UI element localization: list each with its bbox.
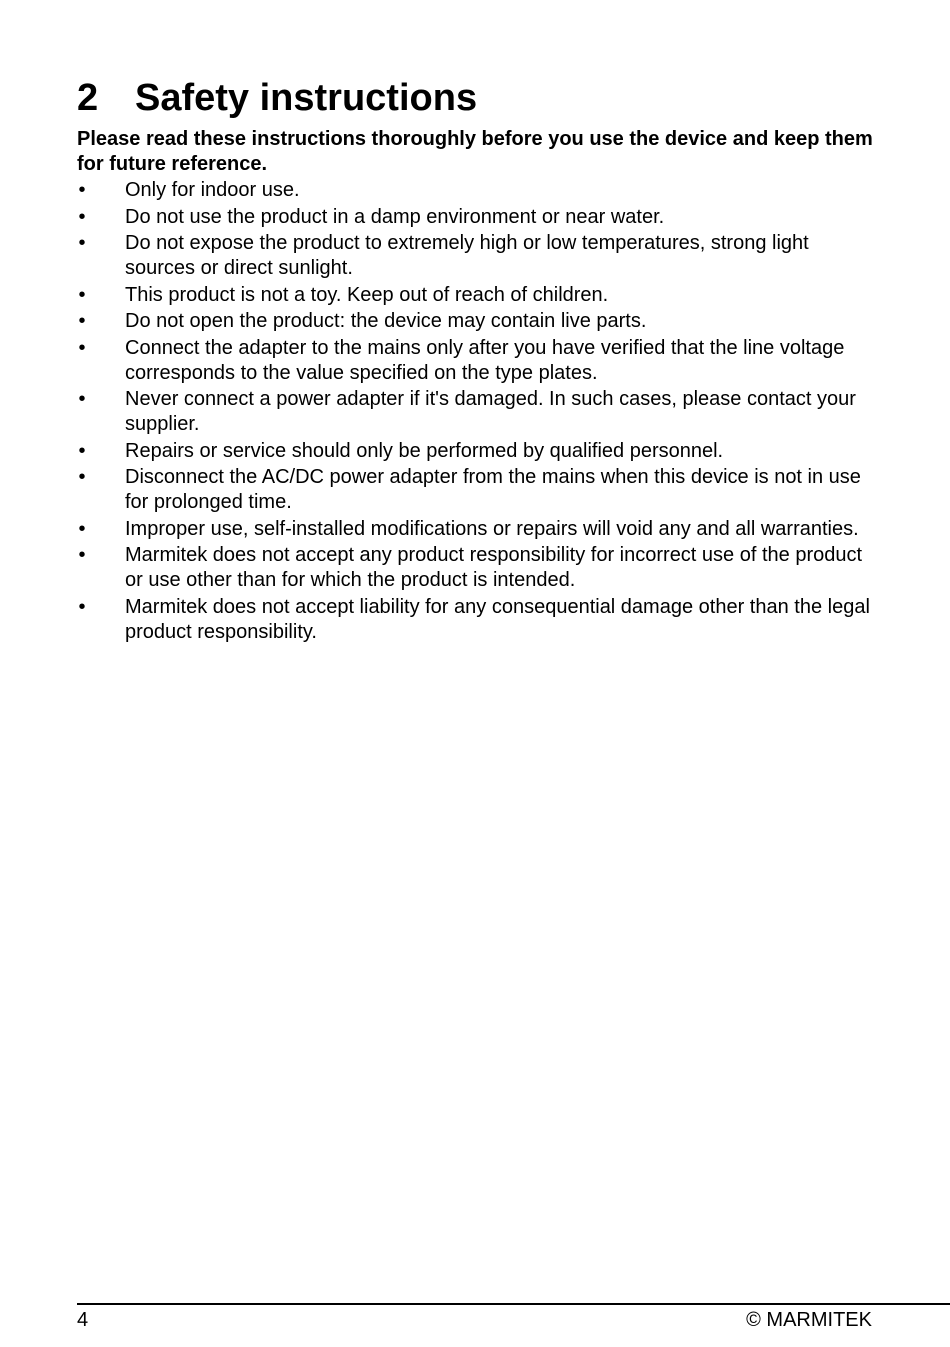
safety-list (77, 178, 877, 646)
footer-divider (77, 1303, 950, 1305)
list-item-text: Do not open the product: the device may contain live parts. (125, 310, 647, 332)
bullet-icon: • (78, 336, 86, 359)
bullet-icon: • (78, 232, 86, 254)
list-item (77, 205, 877, 230)
list-item-text: Disconnect the AC/DC power adapter from the mains when this device is not in use for prolonged time. (125, 466, 861, 513)
intro-paragraph: Please read these instructions thoroughly before you use the device and keep them for future reference. (77, 128, 873, 175)
list-item-text: Connect the adapter to the mains only after you have verified that the line voltage corresponds to the value specified on the type plates. (125, 336, 845, 384)
list-item (77, 309, 877, 334)
list-item (77, 595, 877, 645)
list-item (77, 517, 877, 542)
list-item-text: Do not use the product in a damp environment or near water. (125, 205, 665, 228)
list-item-text: Do not expose the product to extremely high or low temperatures, strong light sources or direct sunlight. (125, 232, 809, 279)
page-number: 4 (77, 1309, 89, 1331)
bullet-icon: • (78, 179, 86, 201)
bullet-icon: • (78, 517, 86, 540)
list-item (77, 543, 877, 593)
bullet-icon: • (78, 595, 86, 618)
list-item (77, 231, 877, 281)
section-title: Safety instructions (135, 77, 478, 119)
page-title (77, 74, 477, 122)
bullet-icon: • (78, 283, 86, 306)
list-item (77, 283, 877, 308)
bullet-icon: • (78, 439, 86, 462)
list-item (77, 465, 877, 515)
list-item (77, 336, 877, 386)
list-item-text: Repairs or service should only be performed by qualified personnel. (125, 439, 724, 462)
list-item-text: Marmitek does not accept liability for any consequential damage other than the legal product responsibility. (125, 595, 870, 643)
list-item (77, 439, 877, 464)
list-item (77, 387, 877, 437)
bullet-icon: • (78, 544, 86, 566)
list-item-text: Only for indoor use. (125, 179, 300, 201)
bullet-icon: • (78, 205, 86, 228)
list-item (77, 178, 877, 203)
bullet-icon: • (78, 388, 86, 410)
section-number: 2 (77, 77, 99, 119)
list-item-text: This product is not a toy. Keep out of reach of children. (125, 283, 609, 306)
list-item-text: Improper use, self-installed modifications or repairs will void any and all warranties. (125, 517, 859, 540)
list-item-text: Marmitek does not accept any product responsibility for incorrect use of the product or use other than for which the product is intended. (125, 544, 863, 591)
footer-copyright: © MARMITEK (746, 1309, 872, 1331)
bullet-icon: • (78, 310, 86, 332)
bullet-icon: • (78, 466, 86, 488)
list-item-text: Never connect a power adapter if it's damaged. In such cases, please contact your supplier. (125, 388, 856, 435)
